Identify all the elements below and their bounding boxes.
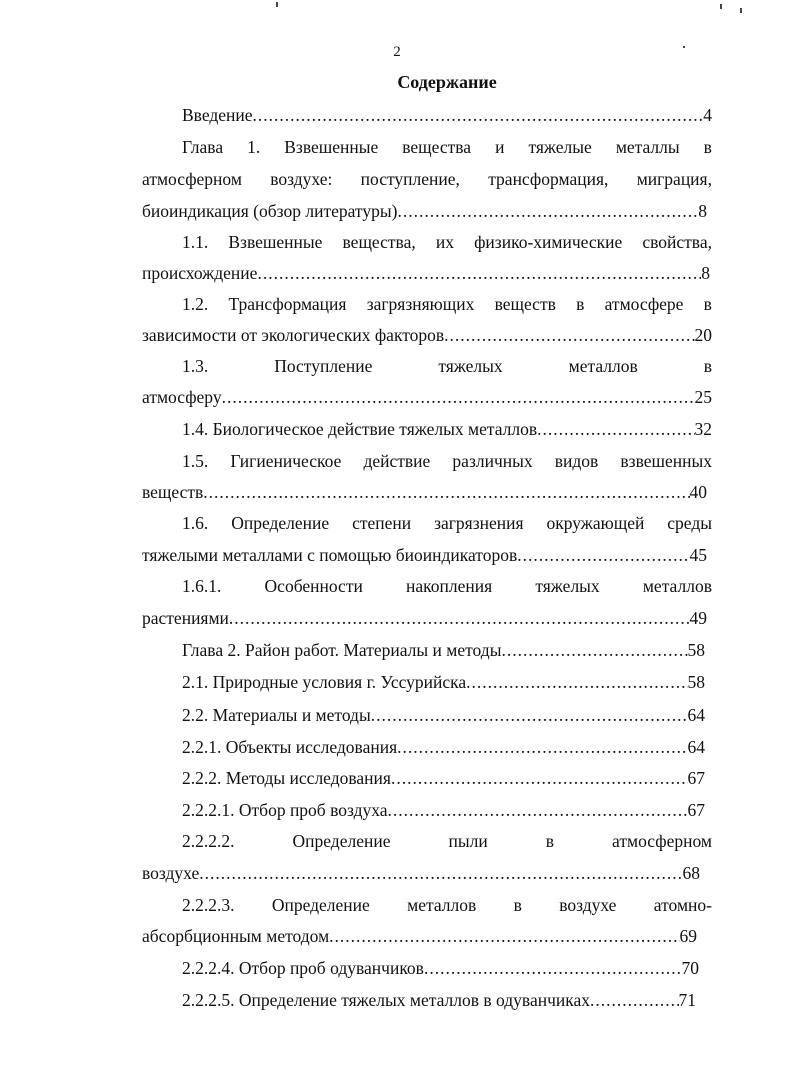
toc-text-fragment: Поступление xyxy=(274,356,373,376)
page-title: Содержание xyxy=(397,72,497,92)
toc-text-fragment: тяжелых xyxy=(535,576,600,596)
toc-text-fragment: среды xyxy=(667,513,712,533)
toc-text-fragment: тяжелыми металлами с помощью биоиндикаторов xyxy=(142,545,518,565)
dot-leader xyxy=(257,262,701,284)
toc-text-fragment: вещества xyxy=(402,137,472,157)
toc-page-number: 20 xyxy=(694,325,712,345)
toc-page-number: 25 xyxy=(694,387,712,407)
dot-leader xyxy=(391,767,688,789)
toc-text-fragment: Трансформация xyxy=(228,294,347,314)
dot-leader xyxy=(501,639,687,661)
toc-page-number: 49 xyxy=(689,608,707,628)
toc-page-number: 67 xyxy=(687,768,705,788)
toc-text-fragment: в xyxy=(545,831,555,851)
toc-page-number: 8 xyxy=(701,263,710,283)
toc-page-number: 64 xyxy=(687,737,705,757)
toc-text-fragment: 2.2.2.3. xyxy=(182,895,235,915)
toc-text-fragment: трансформация, xyxy=(488,169,609,189)
toc-entry-1-3-line-2 xyxy=(142,386,712,408)
toc-text-fragment: металлов xyxy=(407,895,477,915)
toc-entry-1-1-line-1 xyxy=(182,231,712,253)
toc-entry-2-2-2-4 xyxy=(182,957,699,979)
toc-text-fragment: металлов xyxy=(642,576,712,596)
dot-leader xyxy=(388,799,688,821)
dot-leader xyxy=(537,418,694,440)
toc-page-number: 58 xyxy=(687,640,705,660)
dot-leader xyxy=(253,104,704,126)
toc-text-fragment: 2.2.2.4. Отбор проб одуванчиков xyxy=(182,958,424,978)
toc-text-fragment: веществ xyxy=(494,294,556,314)
toc-text-fragment: действие xyxy=(363,451,431,471)
toc-page-number: 69 xyxy=(679,926,697,946)
dot-leader xyxy=(371,704,688,726)
toc-entry-2-2-2-3-line-1 xyxy=(182,894,712,916)
toc-text-fragment: 1.3. xyxy=(182,356,209,376)
toc-text-fragment: взвешенных xyxy=(620,451,712,471)
toc-page-number: 45 xyxy=(689,545,707,565)
toc-entry-2-2-2-5 xyxy=(182,989,696,1011)
toc-text-fragment: миграция, xyxy=(636,169,712,189)
toc-text-fragment: в xyxy=(513,895,522,915)
toc-text-fragment: атмосферном xyxy=(612,831,712,851)
toc-page-number: 68 xyxy=(682,863,700,883)
toc-page-number: 67 xyxy=(687,800,705,820)
toc-page-number: 70 xyxy=(681,958,699,978)
toc-text-fragment: 1. xyxy=(247,137,261,157)
dot-leader xyxy=(590,989,678,1011)
toc-entry-2-2-1 xyxy=(182,736,705,758)
toc-entry-1-2-line-1 xyxy=(182,293,712,315)
toc-text-fragment: тяжелых xyxy=(438,356,503,376)
toc-text-fragment: 1.5. xyxy=(182,451,209,471)
toc-text-fragment: 2.2.2.2. xyxy=(182,831,235,851)
toc-text-fragment: происхождение xyxy=(142,263,258,283)
toc-text-fragment: Глава 2. Район работ. Материалы и методы xyxy=(182,640,502,660)
toc-text-fragment: металлы xyxy=(615,137,680,157)
page-number: 2 xyxy=(393,44,401,60)
toc-text-fragment: Определение xyxy=(271,895,370,915)
toc-text-fragment: в xyxy=(703,137,712,157)
toc-page-number: 71 xyxy=(678,990,696,1010)
toc-page-number: 32 xyxy=(694,419,712,439)
toc-text-fragment: биоиндикация (обзор литературы) xyxy=(142,201,398,221)
toc-text-fragment: физико-химические xyxy=(474,232,623,252)
toc-entry-1-6-1-line-2 xyxy=(142,607,707,629)
toc-text-fragment: металлов xyxy=(568,356,638,376)
toc-text-fragment: атмосферном xyxy=(142,169,242,189)
toc-page-number: 4 xyxy=(703,105,712,125)
toc-text-fragment: атмосферу xyxy=(142,387,222,407)
dot-leader xyxy=(424,957,682,979)
toc-text-fragment: и xyxy=(495,137,505,157)
toc-text-fragment: в xyxy=(703,356,712,376)
toc-entry-intro xyxy=(182,104,712,126)
toc-text-fragment: загрязняющих xyxy=(366,294,475,314)
toc-entry-2-2-2 xyxy=(182,767,705,789)
toc-entry-1-2-line-2 xyxy=(142,324,712,346)
toc-text-fragment: вещества, xyxy=(342,232,416,252)
toc-text-fragment: 1.4. Биологическое действие тяжелых металлов xyxy=(182,419,538,439)
dot-leader xyxy=(466,671,687,693)
toc-text-fragment: абсорбционным методом xyxy=(142,926,330,946)
scan-mark xyxy=(740,8,742,13)
toc-text-fragment: зависимости от экологических факторов xyxy=(142,325,445,345)
toc-text-fragment: атмосфере xyxy=(604,294,684,314)
toc-text-fragment: 2.1. Природные условия г. Уссурийска xyxy=(182,672,467,692)
toc-text-fragment: поступление, xyxy=(360,169,460,189)
toc-entry-1-6-line-2 xyxy=(142,544,707,566)
toc-entry-1-1-line-2 xyxy=(142,262,710,284)
dot-leader xyxy=(517,544,689,566)
dot-leader xyxy=(203,481,689,503)
toc-entry-2-1 xyxy=(182,671,705,693)
toc-text-fragment: в xyxy=(576,294,585,314)
toc-text-fragment: Определение xyxy=(292,831,391,851)
scan-mark xyxy=(276,2,278,7)
dot-leader xyxy=(199,862,682,884)
toc-text-fragment: 1.1. xyxy=(182,232,209,252)
toc-page-number: 40 xyxy=(689,482,707,502)
toc-text-fragment: в xyxy=(703,294,712,314)
toc-text-fragment: видов xyxy=(554,451,599,471)
toc-entry-1-5-line-2 xyxy=(142,481,707,503)
toc-page-number: 64 xyxy=(687,705,705,725)
toc-text-fragment: 1.6.1. xyxy=(182,576,222,596)
dot-leader xyxy=(397,200,698,222)
dot-leader xyxy=(444,324,694,346)
toc-entry-1-5-line-1 xyxy=(182,450,712,472)
toc-text-fragment: пыли xyxy=(448,831,488,851)
toc-text-fragment: 2.2.2. Методы исследования xyxy=(182,768,391,788)
dot-leader xyxy=(229,607,690,629)
toc-entry-2-2-2-1 xyxy=(182,799,705,821)
toc-entry-text: Введение xyxy=(182,105,253,125)
toc-page-number: 8 xyxy=(698,201,707,221)
toc-text-fragment: Гигиеническое xyxy=(230,451,342,471)
toc-text-fragment: Особенности xyxy=(264,576,363,596)
toc-text-fragment: 2.2.1. Объекты исследования xyxy=(182,737,398,757)
toc-text-fragment: Взвешенные xyxy=(228,232,323,252)
dot-leader xyxy=(397,736,687,758)
toc-text-fragment: воздухе: xyxy=(270,169,333,189)
toc-text-fragment: веществ xyxy=(142,482,204,502)
toc-entry-2-2-2-3-line-2 xyxy=(142,925,697,947)
toc-entry-chapter-2 xyxy=(182,639,705,661)
toc-entry-2-2-2-2-line-2 xyxy=(142,862,700,884)
toc-entry-2-2-2-2-line-1 xyxy=(182,830,712,852)
scan-mark xyxy=(720,4,722,9)
toc-text-fragment: загрязнения xyxy=(434,513,524,533)
toc-entry-chapter-1-line-3 xyxy=(142,200,707,222)
toc-page-number: 58 xyxy=(687,672,705,692)
toc-text-fragment: их xyxy=(435,232,454,252)
toc-entry-chapter-1-line-2 xyxy=(142,168,712,190)
toc-text-fragment: атомно- xyxy=(653,895,712,915)
toc-entry-2-2 xyxy=(182,704,705,726)
toc-text-fragment: 1.2. xyxy=(182,294,209,314)
toc-text-fragment: окружающей xyxy=(546,513,645,533)
dot-leader xyxy=(222,386,695,408)
toc-text-fragment: Взвешенные xyxy=(284,137,379,157)
toc-text-fragment: Определение xyxy=(231,513,330,533)
toc-text-fragment: накопления xyxy=(406,576,493,596)
toc-entry-1-4 xyxy=(182,418,712,440)
toc-entry-1-6-1-line-1 xyxy=(182,575,712,597)
toc-text-fragment: воздухе xyxy=(559,895,617,915)
toc-text-fragment: 2.2. Материалы и методы xyxy=(182,705,371,725)
toc-text-fragment: свойства, xyxy=(642,232,712,252)
toc-text-fragment: Глава xyxy=(182,137,224,157)
toc-entry-1-3-line-1 xyxy=(182,355,712,377)
toc-text-fragment: тяжелые xyxy=(528,137,592,157)
dot-leader xyxy=(329,925,679,947)
toc-entry-chapter-1-line-1 xyxy=(182,136,712,158)
toc-text-fragment: степени xyxy=(352,513,412,533)
toc-text-fragment: различных xyxy=(452,451,533,471)
toc-text-fragment: 2.2.2.5. Определение тяжелых металлов в одуванчиках xyxy=(182,990,591,1010)
toc-text-fragment: 1.6. xyxy=(182,513,209,533)
toc-entry-1-6-line-1 xyxy=(182,512,712,534)
toc-text-fragment: растениями xyxy=(142,608,229,628)
toc-text-fragment: воздухе xyxy=(142,863,200,883)
toc-text-fragment: 2.2.2.1. Отбор проб воздуха xyxy=(182,800,388,820)
